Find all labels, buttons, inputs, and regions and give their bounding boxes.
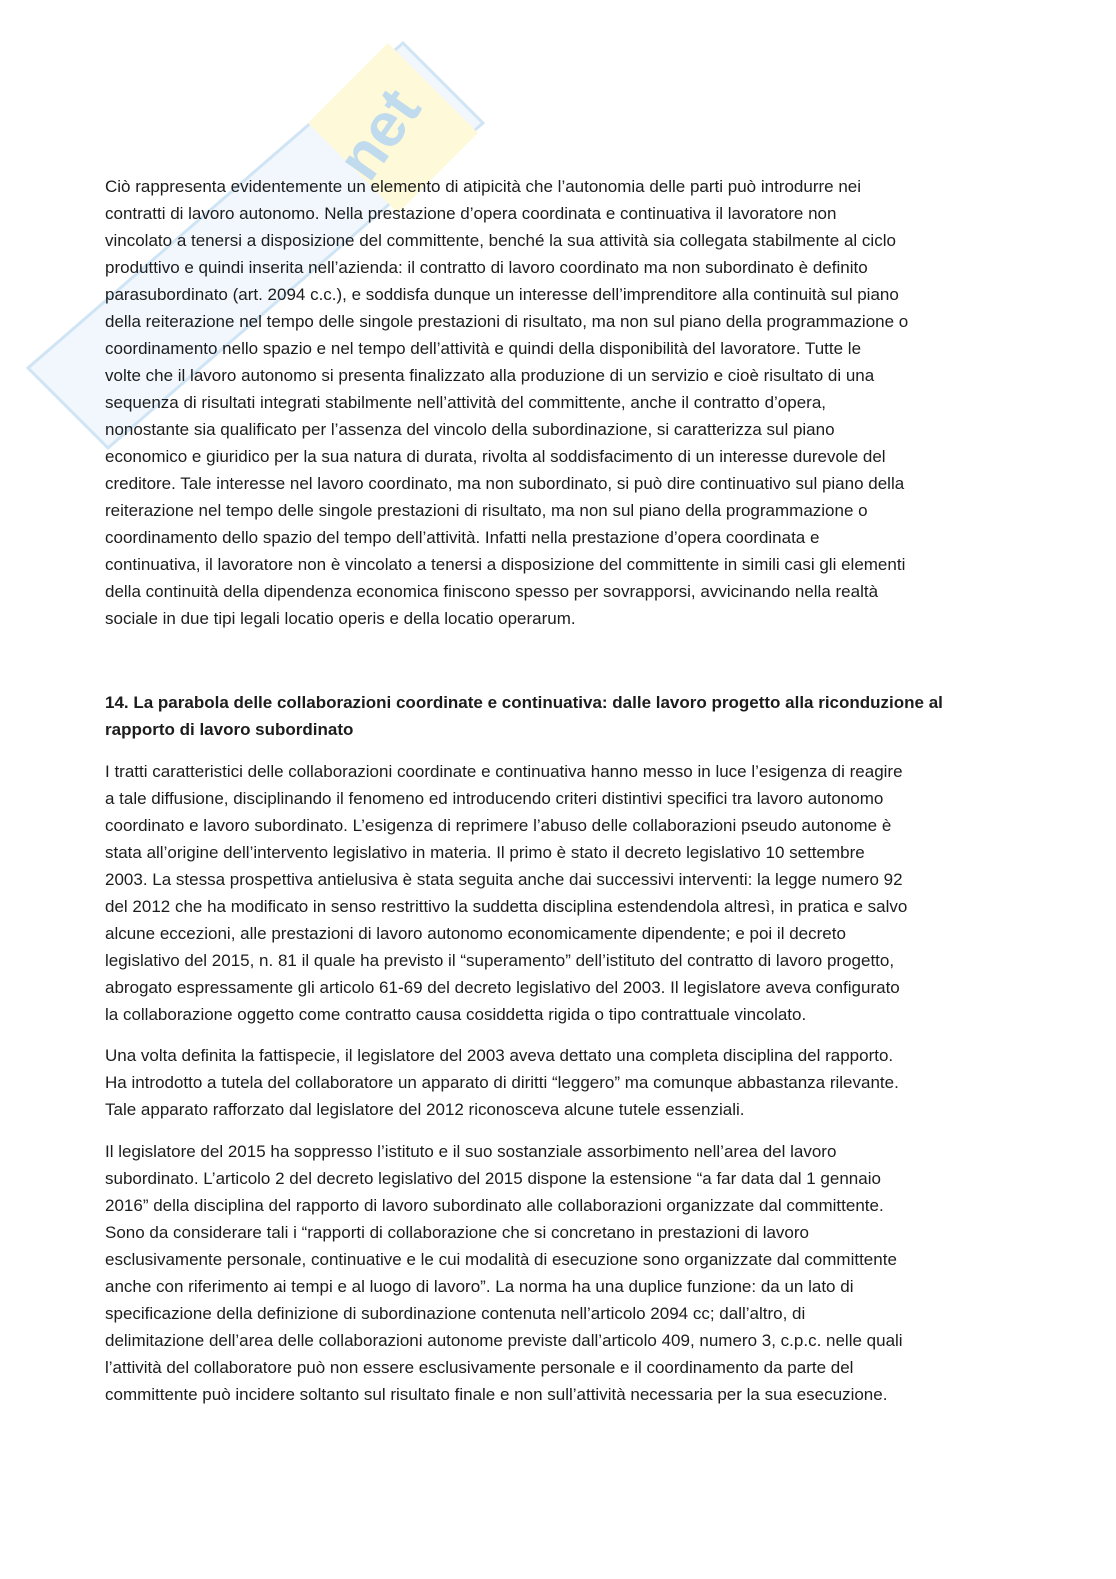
- text-line: Il legislatore del 2015 ha soppresso l’istituto e il suo sostanziale assorbimento nell’area del lavoro: [105, 1142, 837, 1161]
- section-heading: [105, 689, 943, 743]
- text-line: Ha introdotto a tutela del collaboratore un apparato di diritti “leggero” ma comunque abbastanza rilevante.: [105, 1073, 899, 1092]
- text-line: produttivo e quindi inserita nell’azienda: il contratto di lavoro coordinato ma non subordinato è definito: [105, 258, 868, 277]
- text-line: abrogato espressamente gli articolo 61-69 del decreto legislativo del 2003. Il legislatore aveva configurato: [105, 978, 900, 997]
- text-line: la collaborazione oggetto come contratto causa cosiddetta rigida o tipo contrattuale vincolato.: [105, 1005, 807, 1024]
- text-line: coordinato e lavoro subordinato. L’esigenza di reprimere l’abuso delle collaborazioni pseudo autonome è: [105, 816, 892, 835]
- text-line: coordinamento dello spazio del tempo dell’attività. Infatti nella prestazione d’opera coordinata e: [105, 528, 820, 547]
- paragraph: [105, 1042, 899, 1123]
- watermark-text: net: [324, 76, 435, 193]
- text-line: volte che il lavoro autonomo si presenta finalizzato alla produzione di un servizio e cioè risultato di una: [105, 366, 875, 385]
- paragraph: [105, 758, 907, 1028]
- text-line: a tale diffusione, disciplinando il fenomeno ed introducendo criteri distintivi specifici tra lavoro autonomo: [105, 789, 884, 808]
- text-line: vincolato a tenersi a disposizione del committente, benché la sua attività sia collegata stabilmente al ciclo: [105, 231, 896, 250]
- text-line: creditore. Tale interesse nel lavoro coordinato, ma non subordinato, si può dire continuativo sul piano della: [105, 474, 905, 493]
- text-line: reiterazione nel tempo delle singole prestazioni di risultato, ma non sul piano della programmazione o: [105, 501, 868, 520]
- text-line: contratti di lavoro autonomo. Nella prestazione d’opera coordinata e continuativa il lavoratore non: [105, 204, 837, 223]
- text-line: anche con riferimento ai tempi e al luogo di lavoro”. La norma ha una duplice funzione: da un lato di: [105, 1277, 854, 1296]
- text-line: coordinamento nello spazio e nel tempo dell’attività e quindi della disponibilità del lavoratore. Tutte le: [105, 339, 862, 358]
- text-line: del 2012 che ha modificato in senso restrittivo la suddetta disciplina estendendola altresì, in pratica e salvo: [105, 897, 908, 916]
- paragraph: [105, 1138, 903, 1408]
- text-line: I tratti caratteristici delle collaborazioni coordinate e continuativa hanno messo in luce l’esigenza di reagire: [105, 762, 903, 781]
- text-line: subordinato. L’articolo 2 del decreto legislativo del 2015 dispone la estensione “a far data dal 1 gennaio: [105, 1169, 881, 1188]
- text-line: Sono da considerare tali i “rapporti di collaborazione che si concretano in prestazioni di lavoro: [105, 1223, 810, 1242]
- text-line: Ciò rappresenta evidentemente un elemento di atipicità che l’autonomia delle parti può introdurre nei: [105, 177, 862, 196]
- text-line: esclusivamente personale, continuative e le cui modalità di esecuzione sono organizzate dal committente: [105, 1250, 897, 1269]
- text-line: delimitazione dell’area delle collaborazioni autonome previste dall’articolo 409, numero 3, c.p.c. nelle quali: [105, 1331, 903, 1350]
- heading-line: 14. La parabola delle collaborazioni coordinate e continuativa: dalle lavoro progetto alla riconduzione al: [105, 693, 943, 712]
- text-line: della reiterazione nel tempo delle singole prestazioni di risultato, ma non sul piano della programmazione o: [105, 312, 909, 331]
- text-line: Tale apparato rafforzato dal legislatore del 2012 riconosceva alcune tutele essenziali.: [105, 1100, 745, 1119]
- text-line: economico e giuridico per la sua natura di durata, rivolta al soddisfacimento di un interesse durevole del: [105, 447, 886, 466]
- text-line: parasubordinato (art. 2094 c.c.), e soddisfa dunque un interesse dell’imprenditore alla continuità sul piano: [105, 285, 899, 304]
- text-line: sociale in due tipi legali locatio operis e della locatio operarum.: [105, 609, 576, 628]
- heading-line: rapporto di lavoro subordinato: [105, 720, 354, 739]
- text-line: 2016” della disciplina del rapporto di lavoro subordinato alle collaborazioni organizzate dal committente.: [105, 1196, 884, 1215]
- text-line: 2003. La stessa prospettiva antielusiva è stata seguita anche dai successivi interventi: la legge numero 92: [105, 870, 903, 889]
- text-line: alcune eccezioni, alle prestazioni di lavoro autonomo economicamente dipendente; e poi il decreto: [105, 924, 846, 943]
- text-line: stata all’origine dell’intervento legislativo in materia. Il primo è stato il decreto legislativo 10 settembre: [105, 843, 865, 862]
- text-line: Una volta definita la fattispecie, il legislatore del 2003 aveva dettato una completa disciplina del rapporto.: [105, 1046, 894, 1065]
- text-line: della continuità della dipendenza economica finiscono spesso per sovrapporsi, avvicinando nella realtà: [105, 582, 879, 601]
- paragraph: [105, 173, 908, 632]
- text-line: committente può incidere soltanto sul risultato finale e non sull’attività necessaria per la sua esecuzione.: [105, 1385, 888, 1404]
- text-line: legislativo del 2015, n. 81 il quale ha previsto il “superamento” dell’istituto del contratto di lavoro progetto,: [105, 951, 895, 970]
- text-line: specificazione della definizione di subordinazione contenuta nell’articolo 2094 cc; dall’altro, di: [105, 1304, 806, 1323]
- text-line: sequenza di risultati integrati stabilmente nell’attività del committente, anche il contratto d’opera,: [105, 393, 826, 412]
- text-line: continuativa, il lavoratore non è vincolato a tenersi a disposizione del committente in simili casi gli elementi: [105, 555, 906, 574]
- text-line: nonostante sia qualificato per l’assenza del vincolo della subordinazione, si caratterizza sul piano: [105, 420, 835, 439]
- text-line: l’attività del collaboratore può non essere esclusivamente personale e il coordinamento da parte del: [105, 1358, 854, 1377]
